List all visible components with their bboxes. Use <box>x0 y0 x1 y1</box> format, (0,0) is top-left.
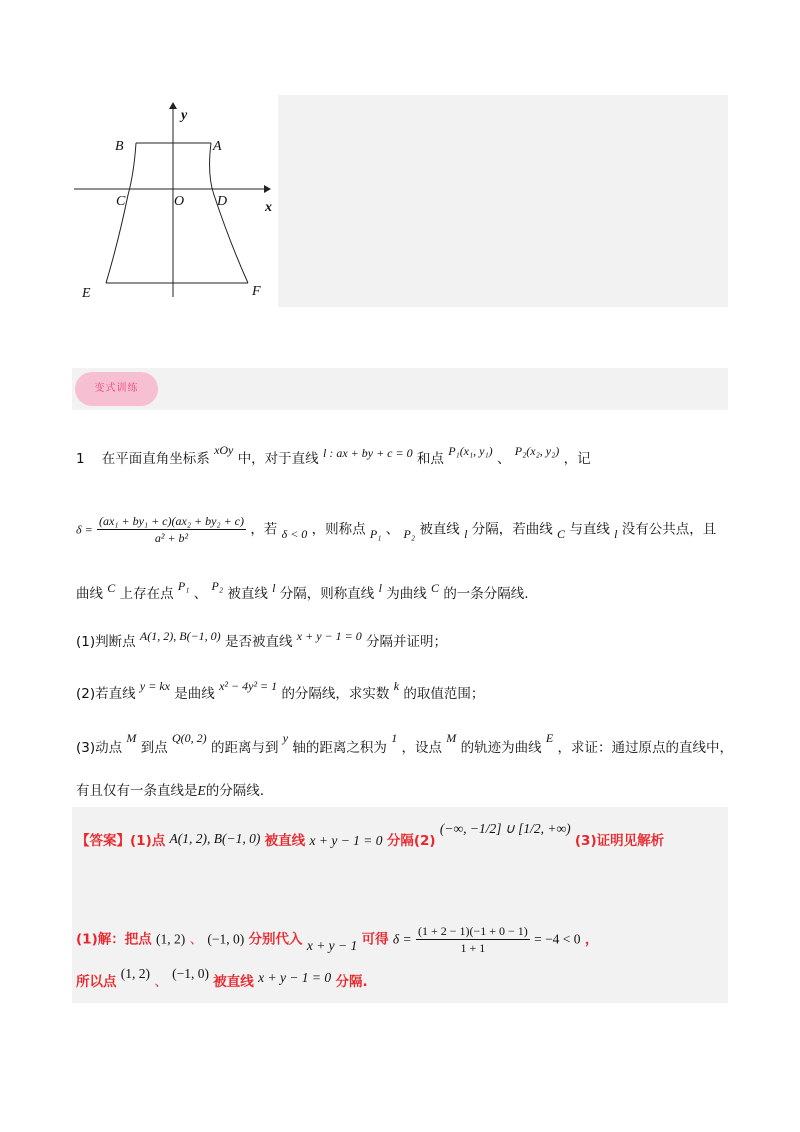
text: (1)解：把点 <box>76 931 152 948</box>
math-C: C <box>107 581 116 595</box>
text: (1)点 <box>130 833 166 849</box>
text: 中，对于直线 <box>237 451 319 467</box>
math-p2: P₂ <box>403 526 416 541</box>
text: 判断点 <box>95 634 136 650</box>
math-delta: δ = <box>76 522 93 537</box>
label-O: O <box>174 194 185 209</box>
left-branch <box>106 143 136 283</box>
solution-line-1 <box>76 923 598 956</box>
math-points: A(1, 2), B(−1, 0) <box>169 831 261 846</box>
text: 的分隔线. <box>205 783 265 799</box>
math-one: 1 <box>391 731 398 745</box>
figure-panel <box>72 95 728 307</box>
text: 动点 <box>95 740 123 756</box>
math-pt2: (−1, 0) <box>207 931 245 947</box>
text: ，求证：通过原点的直线中， <box>557 740 734 756</box>
question-number: (2) <box>76 686 96 702</box>
text: 、 <box>385 521 400 538</box>
label-y: y <box>181 108 188 123</box>
text: ，若 <box>250 521 278 538</box>
problem-line-3 <box>76 579 529 604</box>
problem-line-2 <box>76 513 716 546</box>
label-C: C <box>116 194 126 209</box>
text: (2) <box>413 833 436 849</box>
text: 分隔并证明； <box>366 634 448 650</box>
label-x: x <box>265 200 272 215</box>
text: 被直线 <box>264 833 306 849</box>
text: 的一条分隔线. <box>443 586 529 602</box>
text: ，则称点 <box>311 521 366 538</box>
math-E: E <box>197 783 206 798</box>
text: 是曲线 <box>174 686 215 702</box>
section-label: 变式训练 <box>75 372 158 406</box>
answer-line <box>76 821 665 851</box>
math-p1: P₁ <box>369 526 382 541</box>
label-A: A <box>213 139 222 154</box>
math-line-l: l : ax + by + c = 0 <box>322 446 413 460</box>
text: 、 <box>189 931 204 948</box>
delta-fraction <box>97 513 246 546</box>
math-delta: δ = <box>392 931 412 947</box>
label-E: E <box>82 286 91 301</box>
math-xoy: xOy <box>214 443 234 457</box>
question-3 <box>76 731 734 758</box>
math-pt1: (1, 2) <box>156 931 186 947</box>
fraction-denominator: 1 + 1 <box>460 941 486 955</box>
question-1 <box>76 629 448 652</box>
question-number: (3) <box>76 740 96 756</box>
answer-box <box>72 807 728 1003</box>
figure-area <box>72 95 278 307</box>
math-p1: P₁(x₁, y₁) <box>448 444 493 458</box>
text: ，设点 <box>401 740 442 756</box>
text: 分隔，若曲线 <box>471 521 553 538</box>
text: 有且仅有一条直线是 <box>76 783 198 799</box>
text: 所以点 <box>76 974 117 990</box>
math-line: y = kx <box>139 679 170 693</box>
text: 的分隔线，求实数 <box>281 686 390 702</box>
solution-fraction <box>416 923 530 956</box>
math-range: (−∞, −1/2] ∪ [1/2, +∞) <box>439 821 571 836</box>
text: 被直线 <box>213 974 254 990</box>
label-D: D <box>217 194 228 209</box>
text: 的轨迹为曲线 <box>460 740 542 756</box>
text: 、 <box>496 451 511 467</box>
math-curve: x² − 4y² = 1 <box>219 679 278 693</box>
math-y: y <box>282 731 289 745</box>
right-branch <box>210 143 248 283</box>
answer-tag: 【答案】 <box>76 833 130 849</box>
fraction-numerator: (1 + 2 − 1)(−1 + 0 − 1) <box>417 924 528 938</box>
question-3-line-2 <box>76 781 264 801</box>
math-l: l <box>614 526 618 541</box>
text: 到点 <box>140 740 168 756</box>
label-B: B <box>115 139 124 154</box>
math-expr: x + y − 1 <box>306 937 358 953</box>
text: 分隔 <box>386 833 414 849</box>
math-p2: P₂(x₂, y₂) <box>514 444 560 458</box>
math-l: l <box>378 581 382 595</box>
text: 分隔. <box>335 974 368 990</box>
math-cond: δ < 0 <box>281 526 308 541</box>
math-E: E <box>545 731 554 745</box>
math-l: l <box>464 526 468 541</box>
text: 分隔，则称直线 <box>279 586 375 602</box>
section-header <box>72 368 728 410</box>
math-C: C <box>557 526 566 541</box>
math-C: C <box>431 581 440 595</box>
math-k: k <box>393 679 400 693</box>
text: 在平面直角坐标系 <box>101 451 210 467</box>
text: 为曲线 <box>386 586 427 602</box>
text: (3)证明见解析 <box>574 833 665 849</box>
text: 上存在点 <box>119 586 174 602</box>
text: 、 <box>193 586 208 602</box>
problem-number: 1 <box>76 451 85 467</box>
question-number: (1) <box>76 634 96 650</box>
math-p2: P₂ <box>211 579 224 593</box>
math-line: x + y − 1 = 0 <box>258 970 332 985</box>
math-M: M <box>446 731 457 745</box>
question-2 <box>76 679 485 704</box>
math-p1: P₁ <box>177 579 190 593</box>
text: 曲线 <box>76 586 103 602</box>
math-points: A(1, 2), B(−1, 0) <box>139 629 221 643</box>
math-line: x + y − 1 = 0 <box>309 833 383 848</box>
text: 轴的距离之积为 <box>292 740 387 756</box>
text: 被直线 <box>419 521 460 538</box>
text: 、 <box>154 974 168 990</box>
solution-line-2 <box>76 966 368 992</box>
math-line: x + y − 1 = 0 <box>296 629 362 643</box>
math-l: l <box>272 581 276 595</box>
text: 没有公共点，且 <box>621 521 717 538</box>
text: 与直线 <box>569 521 610 538</box>
problem-line-1 <box>76 443 591 469</box>
math-pt1: (1, 2) <box>120 966 151 981</box>
fraction-numerator: (ax₁ + by₁ + c)(ax₂ + by₂ + c) <box>98 514 245 528</box>
text: 和点 <box>416 451 444 467</box>
text: 分别代入 <box>248 931 303 948</box>
math-pt2: (−1, 0) <box>172 966 209 981</box>
fraction-denominator: a² + b² <box>154 531 189 545</box>
math-result: = −4 < 0 <box>534 931 581 947</box>
text: 的取值范围； <box>403 686 485 702</box>
curve-figure <box>72 95 278 307</box>
label-F: F <box>252 284 261 299</box>
math-Q: Q(0, 2) <box>172 731 207 745</box>
text: 的距离与到 <box>210 740 279 756</box>
text: 可得 <box>361 931 389 948</box>
text: ，记 <box>563 451 591 467</box>
math-M: M <box>126 731 137 745</box>
text: ， <box>584 931 599 948</box>
text: 若直线 <box>95 686 136 702</box>
text: 是否被直线 <box>224 634 293 650</box>
text: 被直线 <box>227 586 268 602</box>
